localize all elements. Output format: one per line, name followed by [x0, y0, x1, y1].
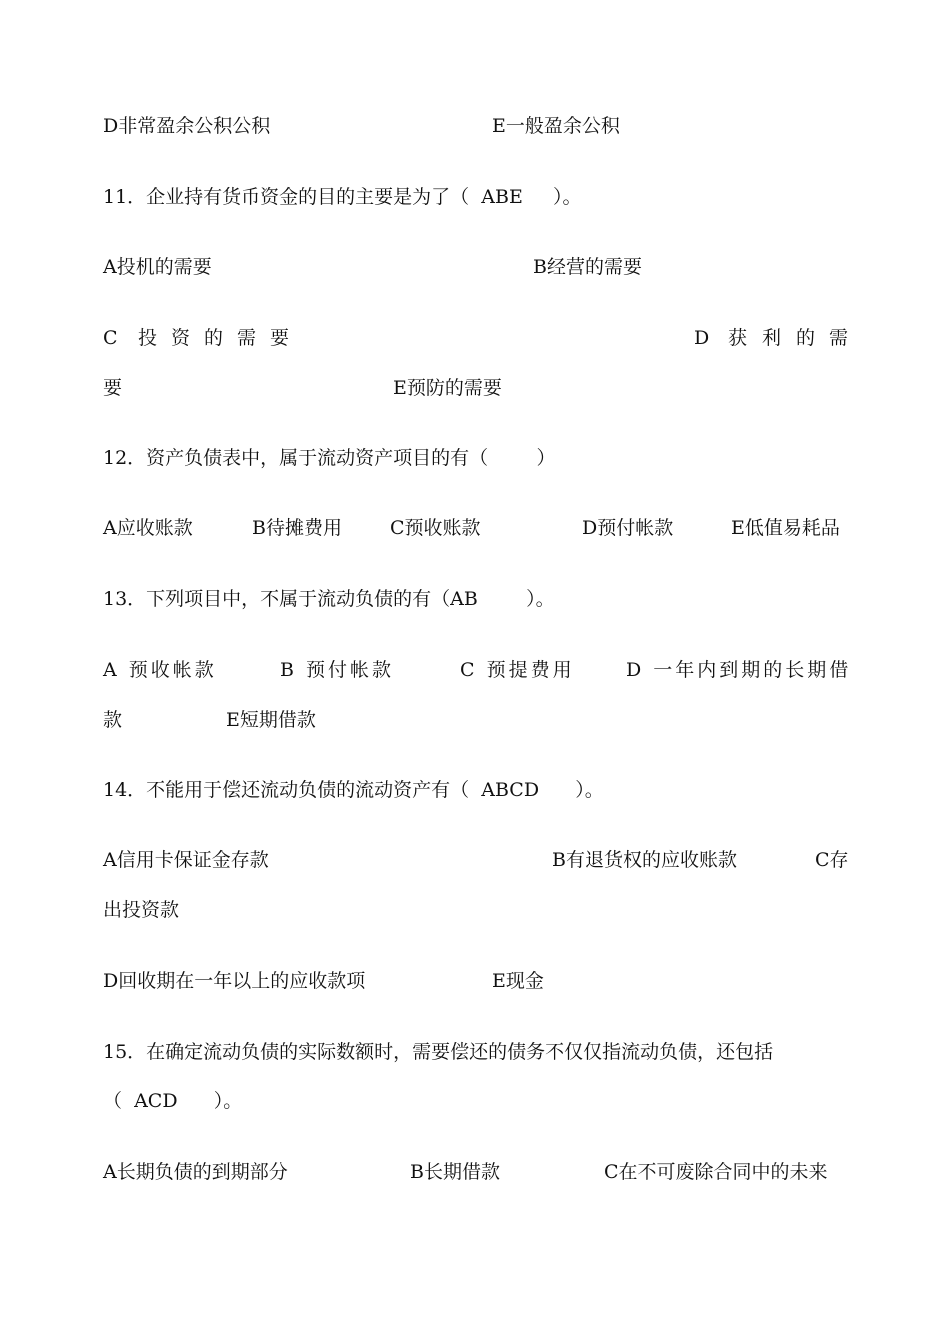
- q11-option-a: A投机的需要: [103, 256, 212, 278]
- q12-option-c: C预收账款: [390, 517, 481, 539]
- q15-stem: 15．在确定流动负债的实际数额时，需要偿还的债务不仅仅指流动负债，还包括: [103, 1041, 774, 1063]
- q13-stem: 13．下列项目中，不属于流动负债的有（AB ）。: [103, 588, 555, 610]
- q11-option-d-part: D: [694, 327, 710, 349]
- q10-option-e: E一般盈余公积: [492, 115, 620, 137]
- q11-option-c-part: 投: [138, 327, 158, 349]
- q11-option-b: B经营的需要: [533, 256, 642, 278]
- q11-option-c-part: 要: [270, 327, 290, 349]
- q14-option-d: D回收期在一年以上的应收款项: [103, 970, 366, 992]
- q14-option-a: A信用卡保证金存款: [103, 849, 269, 871]
- q14-option-c: C存: [815, 849, 849, 871]
- q13-option-a: A 预收帐款: [103, 659, 217, 681]
- q15-option-b: B长期借款: [410, 1161, 500, 1183]
- q14-option-b: B有退货权的应收账款: [552, 849, 737, 871]
- q12-option-d: D预付帐款: [582, 517, 674, 539]
- q11-option-d-continued: 要: [103, 377, 123, 399]
- q13-option-d-continued: 款: [103, 709, 123, 731]
- q11-option-d-part: 的: [796, 327, 816, 349]
- q13-option-b: B 预付帐款: [280, 659, 395, 681]
- q11-stem: 11．企业持有货币资金的目的主要是为了（ ABE ）。: [103, 186, 582, 208]
- q13-option-d: D 一年内到期的长期借: [626, 659, 852, 681]
- q10-option-d: D非常盈余公积公积: [103, 115, 271, 137]
- q15-option-a: A长期负债的到期部分: [103, 1161, 288, 1183]
- q13-option-e: E短期借款: [226, 709, 316, 731]
- q11-option-c-part: 需: [237, 327, 257, 349]
- q11-option-c-part: 资: [171, 327, 191, 349]
- q12-option-e: E低值易耗品: [731, 517, 840, 539]
- q15-option-c: C在不可废除合同中的未来: [604, 1161, 828, 1183]
- q12-option-a: A应收账款: [103, 517, 193, 539]
- q15-stem-continued: （ ACD ）。: [103, 1090, 243, 1112]
- q14-option-c-continued: 出投资款: [103, 899, 180, 921]
- q11-option-d-part: 需: [829, 327, 849, 349]
- q11-option-e: E预防的需要: [393, 377, 502, 399]
- q12-stem: 12．资产负债表中，属于流动资产项目的有（ ）: [103, 447, 556, 469]
- q11-option-c-part: 的: [204, 327, 224, 349]
- q12-option-b: B待摊费用: [252, 517, 342, 539]
- q13-option-c: C 预提费用: [460, 659, 575, 681]
- q14-stem: 14．不能用于偿还流动负债的流动资产有（ ABCD ）。: [103, 779, 604, 801]
- q14-option-e: E现金: [492, 970, 544, 992]
- q11-option-d-part: 获: [728, 327, 748, 349]
- q11-option-c-part: C: [103, 327, 118, 349]
- q11-option-d-part: 利: [762, 327, 782, 349]
